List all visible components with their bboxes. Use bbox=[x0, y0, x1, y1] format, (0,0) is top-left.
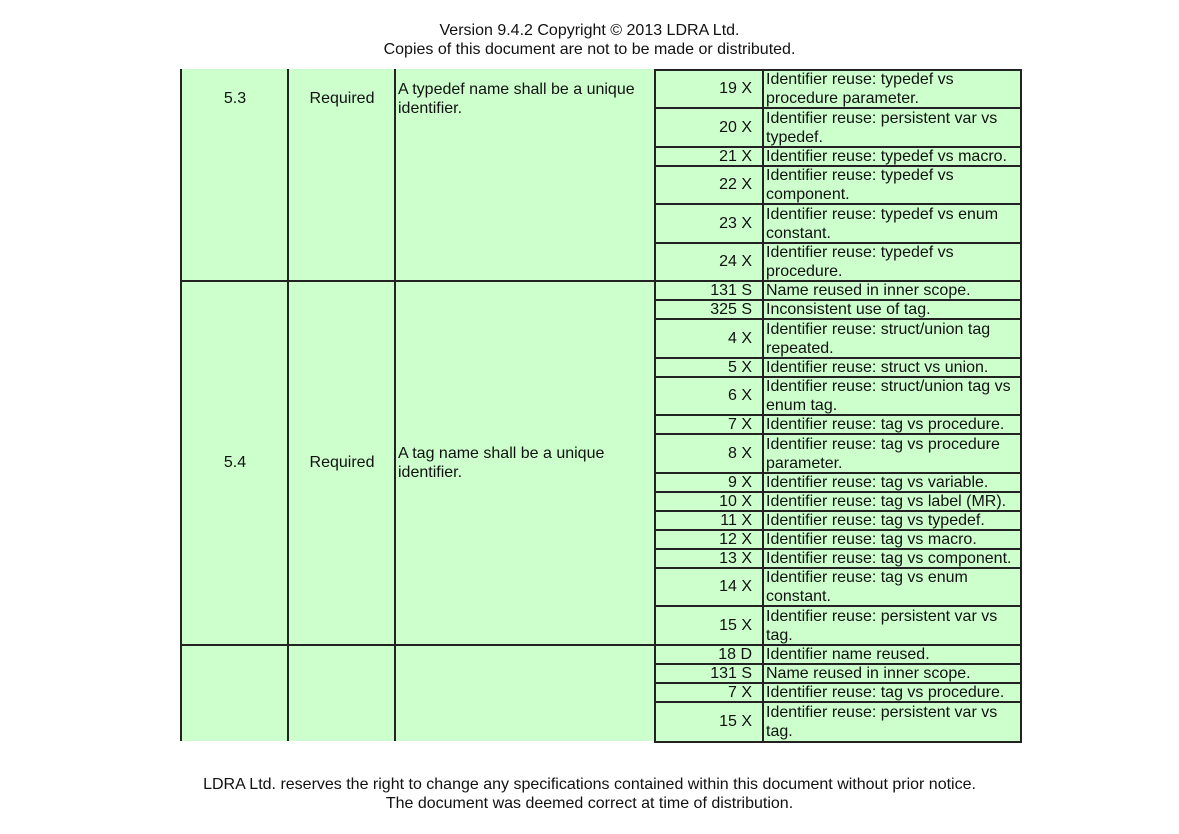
standard-description: Identifier reuse: typedef vs enum constant. bbox=[766, 205, 999, 242]
table-row bbox=[656, 282, 1020, 301]
table-row bbox=[656, 569, 1020, 607]
standard-description: Identifier reuse: tag vs procedure parameter. bbox=[766, 435, 1000, 472]
table-row bbox=[656, 435, 1020, 474]
standard-code: 14 X bbox=[656, 569, 764, 605]
table-row bbox=[656, 71, 1020, 109]
table-row bbox=[656, 416, 1020, 435]
table-row bbox=[656, 378, 1020, 416]
standard-code: 20 X bbox=[656, 109, 764, 146]
rule-category: Required bbox=[309, 454, 375, 471]
rule-text: A tag name shall be a unique identifier. bbox=[398, 445, 605, 481]
standard-code: 13 X bbox=[656, 550, 764, 567]
standard-description: Identifier reuse: tag vs label (MR). bbox=[766, 493, 1007, 510]
table-row bbox=[656, 607, 1020, 646]
standard-code: 4 X bbox=[656, 320, 764, 357]
standard-description: Identifier reuse: struct/union tag vs enum tag. bbox=[766, 378, 1011, 414]
standard-description: Identifier reuse: tag vs macro. bbox=[766, 531, 977, 548]
table-row bbox=[656, 244, 1020, 282]
standard-code: 15 X bbox=[656, 607, 764, 644]
header-copy-notice: Copies of this document are not to be made or distributed. bbox=[383, 41, 796, 58]
standard-code: 131 S bbox=[656, 282, 764, 299]
rule-text: A typedef name shall be a unique identifier. bbox=[398, 81, 635, 117]
standard-description: Identifier reuse: struct/union tag repeated. bbox=[766, 320, 991, 357]
standard-description: Name reused in inner scope. bbox=[766, 282, 971, 299]
table-row bbox=[656, 646, 1020, 665]
standard-code: 6 X bbox=[656, 378, 764, 414]
standard-code: 18 D bbox=[656, 646, 764, 663]
rule-id: 5.4 bbox=[223, 454, 247, 471]
footer-disclaimer: LDRA Ltd. reserves the right to change any specifications contained within this document without prior notice. bbox=[203, 776, 976, 793]
table-row bbox=[656, 359, 1020, 378]
standard-code: 23 X bbox=[656, 205, 764, 242]
rule-separator bbox=[180, 644, 655, 646]
table-row bbox=[656, 167, 1020, 205]
table-row bbox=[656, 531, 1020, 550]
rule-category-column bbox=[287, 69, 395, 741]
standard-code: 19 X bbox=[656, 71, 764, 107]
standard-code: 24 X bbox=[656, 244, 764, 280]
table-row bbox=[656, 109, 1020, 148]
standard-description: Identifier reuse: tag vs component. bbox=[766, 550, 1012, 567]
standard-description: Identifier reuse: tag vs enum constant. bbox=[766, 569, 968, 605]
table-row bbox=[656, 684, 1020, 703]
rule-text-column bbox=[394, 69, 655, 741]
standard-code: 10 X bbox=[656, 493, 764, 510]
standard-description: Name reused in inner scope. bbox=[766, 665, 971, 682]
standard-description: Identifier reuse: typedef vs procedure. bbox=[766, 244, 954, 280]
standard-code: 15 X bbox=[656, 703, 764, 741]
table-row bbox=[656, 301, 1020, 320]
standard-code: 7 X bbox=[656, 684, 764, 701]
table-row bbox=[656, 205, 1020, 244]
rule-id-column bbox=[180, 69, 288, 741]
standard-description: Identifier reuse: tag vs procedure. bbox=[766, 684, 1005, 701]
standard-description: Identifier reuse: persistent var vs typedef. bbox=[766, 109, 998, 146]
standard-description: Identifier reuse: persistent var vs tag. bbox=[766, 607, 998, 644]
header-version: Version 9.4.2 Copyright © 2013 LDRA Ltd. bbox=[439, 22, 740, 39]
standard-code: 9 X bbox=[656, 474, 764, 491]
table-row bbox=[656, 703, 1020, 741]
table-row bbox=[656, 550, 1020, 569]
ldra-standards-table bbox=[654, 69, 1022, 743]
standard-code: 22 X bbox=[656, 167, 764, 203]
standard-description: Identifier reuse: persistent var vs tag. bbox=[766, 704, 998, 740]
rule-id: 5.3 bbox=[223, 90, 247, 107]
standard-description: Identifier reuse: tag vs variable. bbox=[766, 474, 989, 491]
standard-description: Identifier name reused. bbox=[766, 646, 930, 663]
standard-code: 12 X bbox=[656, 531, 764, 548]
standard-code: 5 X bbox=[656, 359, 764, 376]
standard-description: Identifier reuse: tag vs procedure. bbox=[766, 416, 1005, 433]
standard-code: 325 S bbox=[656, 301, 764, 318]
table-row bbox=[656, 512, 1020, 531]
standard-code: 8 X bbox=[656, 435, 764, 472]
table-row bbox=[656, 474, 1020, 493]
footer-correctness-note: The document was deemed correct at time of distribution. bbox=[385, 795, 794, 812]
standard-code: 131 S bbox=[656, 665, 764, 682]
standard-description: Identifier reuse: tag vs typedef. bbox=[766, 512, 985, 529]
standard-description: Identifier reuse: typedef vs component. bbox=[766, 167, 954, 203]
standard-description: Inconsistent use of tag. bbox=[766, 301, 931, 318]
standard-code: 11 X bbox=[656, 512, 764, 529]
standard-description: Identifier reuse: typedef vs macro. bbox=[766, 148, 1007, 165]
table-row bbox=[656, 493, 1020, 512]
rule-separator bbox=[180, 280, 655, 282]
standard-description: Identifier reuse: struct vs union. bbox=[766, 359, 989, 376]
standard-code: 7 X bbox=[656, 416, 764, 433]
rule-category: Required bbox=[309, 90, 375, 107]
standard-description: Identifier reuse: typedef vs procedure parameter. bbox=[766, 71, 954, 107]
table-row bbox=[656, 320, 1020, 359]
table-row bbox=[656, 148, 1020, 167]
standard-code: 21 X bbox=[656, 148, 764, 165]
table-row bbox=[656, 665, 1020, 684]
